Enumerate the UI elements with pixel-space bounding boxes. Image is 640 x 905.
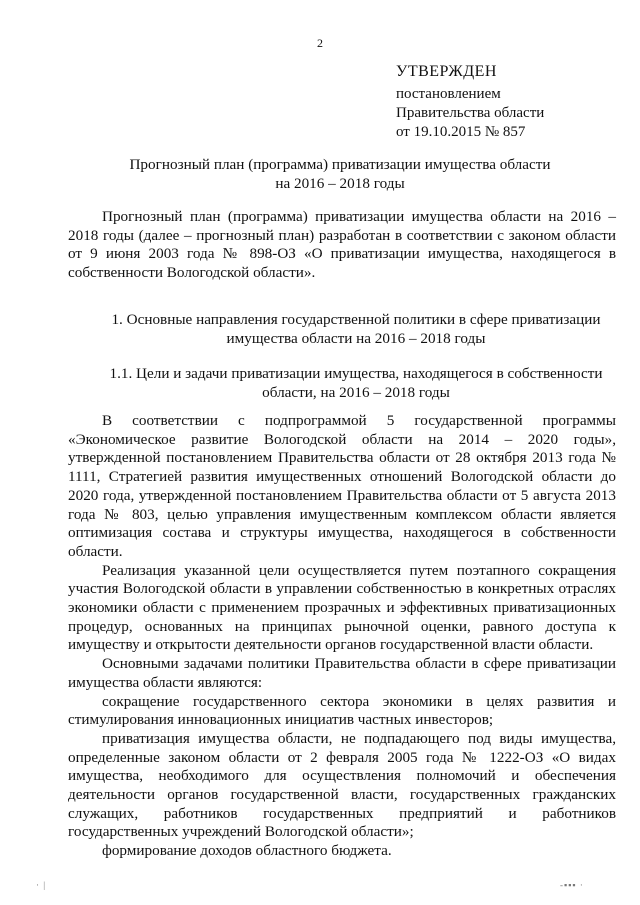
paragraph: формирование доходов областного бюджета. xyxy=(102,842,392,860)
approval-line: постановлением xyxy=(396,86,501,102)
document-title xyxy=(60,155,620,193)
title-line: на 2016 – 2018 годы xyxy=(275,175,405,192)
body-text xyxy=(68,412,616,861)
intro-paragraph: Прогнозный план (программа) приватизации имущества области на 2016 – 2018 годы (далее – прогнозный план) разработан в соответствии с законом области от 9 июня 2003 года № 898-ОЗ «О приватизации имущества, находящегося в собственности Вологодской области». xyxy=(68,208,616,282)
paragraph: Основными задачами политики Правительства области в сфере приватизации имущества области являются: xyxy=(68,655,616,691)
intro-block xyxy=(68,208,616,283)
heading-line: области, на 2016 – 2018 годы xyxy=(262,384,450,401)
approval-stamp xyxy=(396,62,544,142)
paragraph: Реализация указанной цели осуществляется путем поэтапного сокращения участия Вологодской области в управлении собственностью в конкретных отраслях экономики области с применением прозрачных и эффективных приватизационных процедур, основанных на принципах рыночной оценки, равного доступа к имуществу и открытости деятельности органов государственной власти области. xyxy=(68,561,616,654)
heading-line: 1. Основные направления государственной политики в сфере приватизации xyxy=(111,311,601,328)
paragraph: сокращение государственного сектора экономики в целях развития и стимулирования инновационных инициатив частных инвесторов; xyxy=(68,692,616,729)
page-number: 2 xyxy=(317,36,323,50)
heading-line: имущества области на 2016 – 2018 годы xyxy=(226,330,486,347)
title-line: Прогнозный план (программа) приватизации имущества области xyxy=(129,156,551,173)
scan-mark: · | xyxy=(36,880,47,890)
approval-line: Правительства области xyxy=(396,105,545,121)
paragraph: В соответствии с подпрограммой 5 государственной программы «Экономическое развитие Вологодской области на 2014 – 2020 годы», утвержденной постановлением Правительства области от 28 октября 2013 года № 1111, Стратегией развития имущественных отношений Вологодской области до 2020 года, утвержденной постановлением Правительства области от 5 августа 2013 года № 803, целью управления имущественным комплексом области является оптимизация состава и структуры имущества, находящегося в собственности области. xyxy=(68,412,616,560)
heading-line: 1.1. Цели и задачи приватизации имущества, находящегося в собственности xyxy=(109,365,603,382)
approval-word: УТВЕРЖДЕН xyxy=(396,63,497,80)
subsection-heading xyxy=(96,364,616,402)
scan-mark: -▪▪▪ · xyxy=(560,880,584,890)
section-heading xyxy=(96,310,616,348)
paragraph: приватизация имущества области, не подпадающего под виды имущества, определенные законом области от 2 февраля 2005 года № 1222-ОЗ «О видах имущества, необходимого для осуществления полномочий и обеспечения деятельности органов государственной власти, государственных гражданских служащих, работников государственных предприятий и работников государственных учреждений Вологодской области»; xyxy=(68,729,616,841)
approval-line: от 19.10.2015 № 857 xyxy=(396,124,526,140)
